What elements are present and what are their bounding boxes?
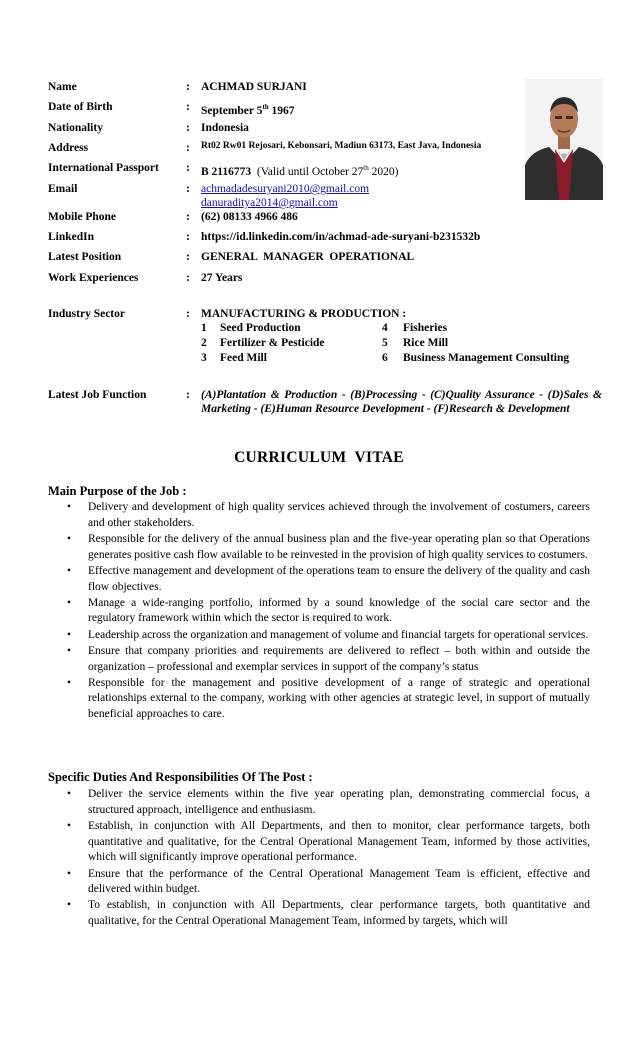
address-value: Rt02 Rw01 Rejosari, Kebonsari, Madiun 63173, East Java, Indonesia [201,141,482,151]
address-label: Address [48,142,89,154]
dob-sup: th [262,103,269,111]
bullet-icon: • [67,644,72,657]
passport-number: B 2116773 [201,165,252,178]
bullet-icon: • [67,676,72,689]
list-item [48,628,590,644]
dob-year: 1967 [268,104,295,117]
sector-name: Business Management Consulting [403,352,570,364]
passport-label: International Passport [48,162,159,174]
bullet-icon: • [67,596,72,609]
sector-item [382,321,448,336]
colon: : [186,231,190,243]
bullet-icon: • [67,564,72,577]
list-item [48,564,590,595]
job-function-value: (A)Plantation & Production - (B)Processing - (C)Quality Assurance - (D)Sales & Marketing - (E)Human Resource Development - (F)Research & Development [201,389,602,415]
list-item-text: Delivery and development of high quality services achieved through the involvement of costumers, careers and other stakeholders. [88,501,590,529]
bullet-icon: • [67,819,72,832]
list-item [48,500,590,531]
profile-photo [525,79,603,200]
list-item-text: Responsible for the management and positive development of a range of strategic and operational relationships external to the company, working with other agencies at strategic level, in support of mutually beneficial approaches to care. [88,676,590,721]
industry-label: Industry Sector [48,308,125,320]
list-item [48,867,590,898]
sector-name: Fisheries [403,322,448,334]
bullet-icon: • [67,628,72,641]
list-item-text: Responsible for the delivery of the annual business plan and the five-year operating plan so that Operations generates positive cash flow available to be reinvested in the provision of high quality services to costumers. [88,532,590,561]
sector-name: Rice Mill [403,337,449,349]
colon: : [186,142,190,154]
sector-num: 3 [201,352,207,364]
list-item-text: Deliver the service elements within the five year operating plan, demonstrating commercial focus, a structured approach, intelligence and enthusiasm. [88,788,590,816]
name-value: ACHMAD SURJANI [201,81,307,93]
nationality-label: Nationality [48,122,103,134]
bullet-icon: • [67,788,72,800]
passport-validity: (Valid until October 27 [256,165,364,178]
passport-value [201,160,398,180]
sector-num: 1 [201,322,207,334]
email-link-1[interactable]: achmadadesuryani2010@gmail.com [201,183,370,195]
main-purpose-list [48,500,590,723]
bullet-icon: • [67,899,72,912]
sector-item [382,351,570,366]
email-label: Email [48,183,78,195]
colon: : [186,162,190,174]
position-value: GENERAL MANAGER OPERATIONAL [201,251,415,263]
colon: : [186,183,190,195]
sector-num: 2 [201,337,207,349]
colon: : [186,211,190,223]
main-purpose-heading: Main Purpose of the Job : [48,484,187,498]
name-label: Name [48,81,77,93]
bullet-icon: • [67,867,72,880]
colon: : [186,389,190,401]
bullet-icon: • [67,532,72,545]
sector-num: 6 [382,352,388,364]
list-item [48,676,590,723]
sector-item [201,336,325,351]
list-item-text: Ensure that the performance of the Central Operational Management Team is efficient, effective and delivered within budget. [88,867,590,896]
nationality-value: Indonesia [201,122,249,134]
passport-sup: th [363,164,369,172]
sector-name: Feed Mill [220,352,267,364]
sector-item [201,321,301,336]
sector-item [201,351,267,366]
list-item-text: Manage a wide-ranging portfolio, informed by a sound knowledge of the social care sector and the regulatory framework within which the sector is required to work. [88,596,590,625]
colon: : [186,251,190,263]
bullet-icon: • [67,501,72,513]
document-title: CURRICULUM VITAE [234,449,404,466]
linkedin-label: LinkedIn [48,231,95,243]
list-item [48,819,590,866]
duties-list [48,787,590,930]
position-label: Latest Position [48,251,122,263]
passport-year: 2020) [368,165,399,178]
list-item [48,596,590,627]
person-icon [525,79,603,200]
list-item-text: Ensure that company priorities and requirements are delivered to reflect – both within and outside the organization – professional and exemplar services in support of the company’s status [88,644,590,673]
sector-name: Fertilizer & Pesticide [220,337,325,349]
sector-name: Seed Production [220,322,301,334]
colon: : [186,101,190,113]
list-item-text: Leadership across the organization and management of volume and financial targets for operational services. [88,628,589,641]
email-link-2[interactable]: danuraditya2014@gmail.com [201,197,338,209]
experience-value: 27 Years [201,272,243,284]
job-function-label: Latest Job Function [48,389,147,401]
list-item [48,787,590,818]
list-item-text: Establish, in conjunction with All Departments, and then to monitor, clear performance targets, both quantitative and qualitative, for the Central Operational Management Team, informed by those activities, which will significantly improve operational performance. [88,819,590,864]
sector-item [382,336,449,351]
list-item [48,532,590,563]
duties-heading: Specific Duties And Responsibilities Of The Post : [48,770,313,784]
list-item-text: To establish, in conjunction with All Departments, clear performance targets, both quantitative and qualitative, for the Central Operational Management Team, informed by targets, which will [88,899,590,928]
dob-label: Date of Birth [48,101,113,113]
colon: : [186,81,190,93]
sector-num: 4 [382,322,388,334]
sector-num: 5 [382,337,388,349]
dob-value [201,99,295,119]
phone-value: (62) 08133 4966 486 [201,211,298,223]
dob-day: September 5 [201,104,263,117]
experience-label: Work Experiences [48,272,139,284]
linkedin-value[interactable]: https://id.linkedin.com/in/achmad-ade-suryani-b231532b [201,231,481,243]
colon: : [186,308,190,320]
industry-heading: MANUFACTURING & PRODUCTION : [201,308,407,320]
phone-label: Mobile Phone [48,211,117,223]
colon: : [186,122,190,134]
list-item [48,898,590,929]
list-item-text: Effective management and development of the operations team to ensure the delivery of the quality and cash flow objectives. [88,564,590,593]
colon: : [186,272,190,284]
list-item [48,644,590,675]
